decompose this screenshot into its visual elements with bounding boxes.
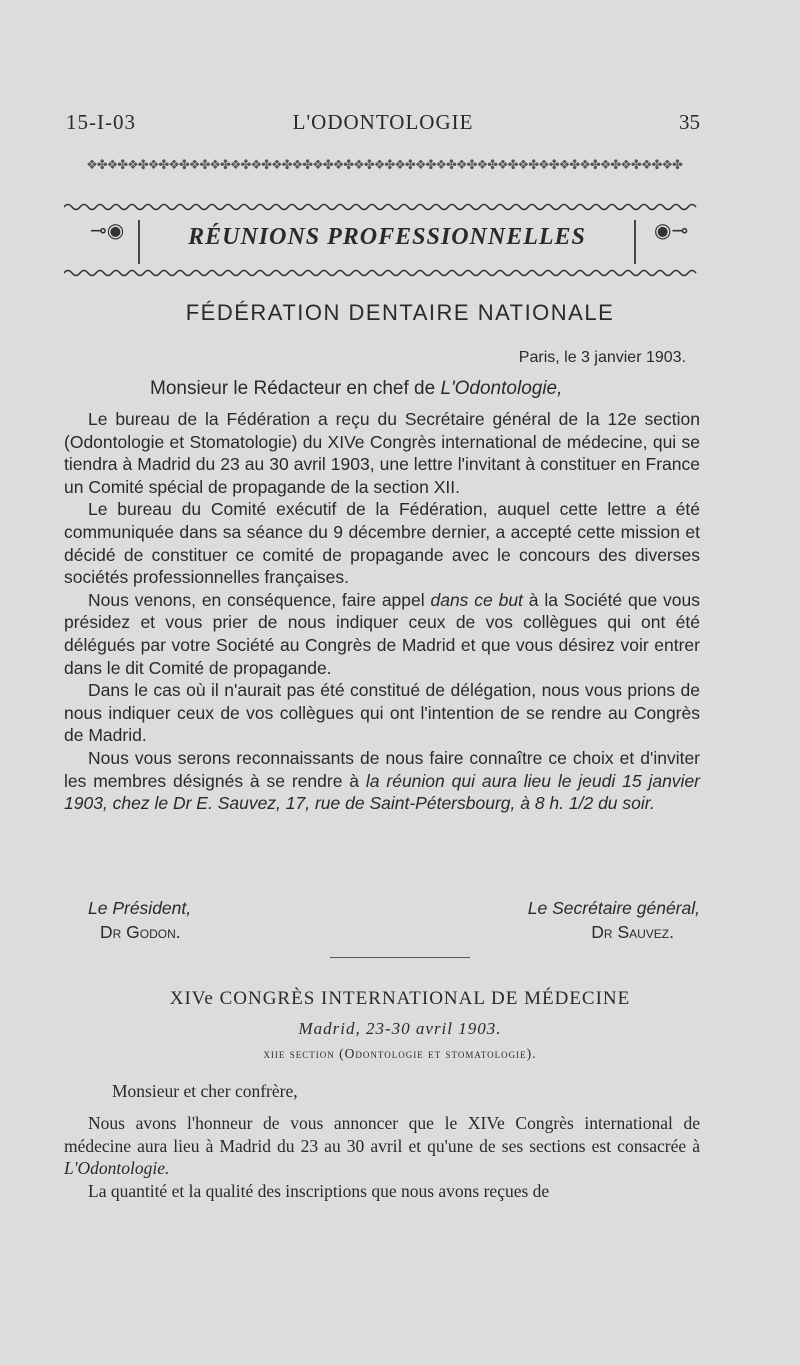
congress-place-date: Madrid, 23-30 avril 1903. (298, 1019, 502, 1038)
banner-divider (634, 220, 636, 264)
paragraph (64, 1112, 700, 1180)
secretary-title: Le Secrétaire général, (527, 898, 700, 918)
paragraph (64, 747, 700, 815)
paragraph: Le bureau de la Fédération a reçu du Secrétaire général de la 12e section (Odontologie et Stomatologie) du XIVe Congrès international de médecine, qui se tiendra à Madrid du 23 au 30 avril 1903, une lettre l'invitant à constituer en France un Comité spécial de propagande de la section XII. (64, 409, 700, 497)
secretary-name: Dr Sauvez. (591, 922, 674, 942)
salutation-prefix: Monsieur le Rédacteur en chef de (150, 378, 441, 399)
paragraph-text: Nous vous serons reconnaissants de nous faire connaître ce choix et d'inviter les membres désignés à se rendre à (64, 747, 700, 791)
journal-title: L'ODONTOLOGIE (292, 110, 474, 134)
salutation (150, 378, 562, 401)
paragraph-text: à la Société que vous présidez et vous prier de nous indiquer ceux de vos collègues qui ont été délégués par votre Société au Congrès de Madrid et que vous désirez voir entrer dans le dit Comité de propagande. (64, 589, 700, 678)
wavy-rule-bottom (64, 268, 698, 278)
page-number: 35 (679, 110, 700, 134)
salutation-journal: L'Odontologie, (440, 378, 563, 399)
section-banner (80, 216, 694, 266)
dateline: Paris, le 3 janvier 1903. (518, 349, 686, 366)
paragraph-emphasis: L'Odontologie. (64, 1158, 170, 1179)
running-header (66, 110, 700, 138)
paragraph: Le bureau du Comité exécutif de la Fédération, auquel cette lettre a été communiquée dans sa séance du 9 décembre dernier, a accepté cette mission et décidé de constituer ce comité de propagande avec le concours des diverses sociétés professionnelles françaises. (64, 499, 700, 588)
ornament-border: ❖✤❖✤❖✤❖✤❖✤❖✤❖✤❖✤❖✤❖✤❖✤❖✤❖✤❖✤❖✤❖✤❖✤❖✤❖✤❖✤❖✤❖✤❖✤❖✤❖✤❖✤❖✤❖✤❖✤ (86, 158, 682, 173)
left-ornament-icon: ⊸◉ (90, 218, 125, 242)
paragraph: La quantité et la qualité des inscriptions que nous avons reçues de (88, 1180, 550, 1201)
paragraph (64, 589, 700, 679)
letter1-body (64, 408, 700, 815)
section-divider (330, 957, 470, 958)
congress-heading: XIVe CONGRÈS INTERNATIONAL DE MÉDECINE (169, 988, 631, 1009)
issue-date: 15-I-03 (66, 110, 136, 134)
section-title: RÉUNIONS PROFESSIONNELLES (188, 224, 586, 250)
president-title: Le Président, (88, 898, 192, 918)
president-name: Dr Godon. (100, 922, 181, 942)
paragraph-emphasis: dans ce but (430, 589, 523, 610)
paragraph-emphasis: la réunion qui aura lieu le jeudi 15 janvier 1903, chez le Dr E. Sauvez, 17, rue de Saint-Pétersbourg, à 8 h. 1/2 du soir. (64, 770, 701, 814)
paragraph: Dans le cas où il n'aurait pas été constitué de délégation, nous vous prions de nous indiquer ceux de vos collègues qui ont l'intention de se rendre au Congrès de Madrid. (64, 680, 700, 746)
right-ornament-icon: ◉⊸ (654, 218, 689, 242)
paragraph-text: Nous avons l'honneur de vous annoncer que le XIVe Congrès international de médecine aura lieu à Madrid du 23 au 30 avril et qu'une de ses sections est consacrée à (64, 1113, 700, 1156)
paragraph-text: Nous venons, en conséquence, faire appel (88, 589, 431, 610)
congress-section: xiie section (Odontologie et stomatologie). (263, 1046, 537, 1061)
wavy-rule-top (64, 202, 698, 212)
letter2-body (64, 1112, 700, 1202)
federation-heading: FÉDÉRATION DENTAIRE NATIONALE (185, 300, 615, 325)
salutation2: Monsieur et cher confrère, (112, 1081, 298, 1101)
